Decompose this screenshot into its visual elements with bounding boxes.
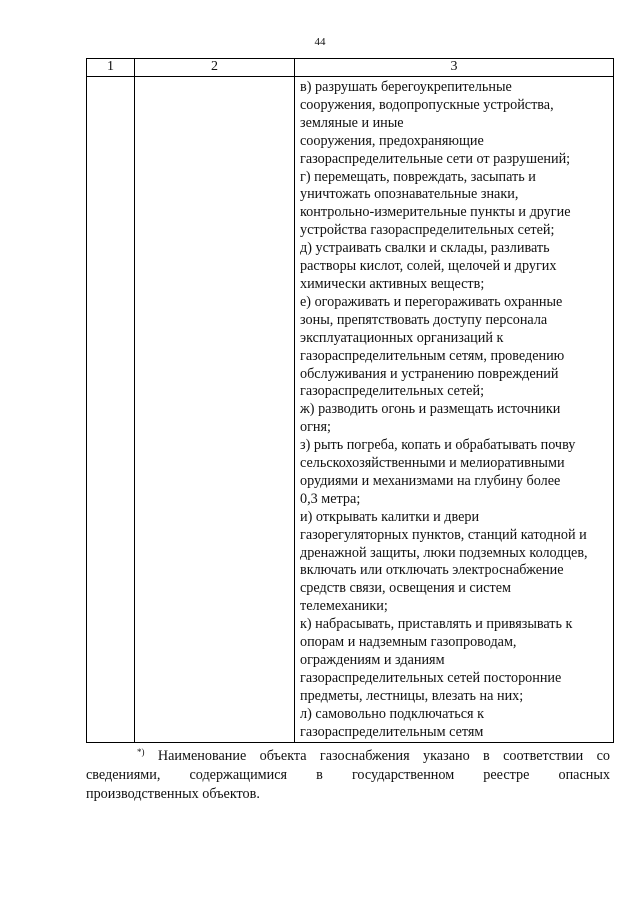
table-cell-col1 (87, 77, 135, 743)
list-item: газораспределительным сетям, проведению (300, 347, 565, 364)
list-item: телемеханики; (300, 598, 388, 615)
list-item: уничтожать опознавательные знаки, (300, 186, 519, 203)
list-item: сельскохозяйственными и мелиоративными (300, 455, 565, 472)
footnote-line (86, 743, 610, 766)
footnote-line: производственных объектов. (86, 786, 260, 802)
list-item: сооружения, водопропускные устройства, (300, 96, 554, 113)
footnote-line: сведениями, содержащимися в государственном реестре опасных (86, 767, 610, 783)
table-cell-col3 (295, 77, 614, 743)
footnote (86, 743, 610, 804)
list-item: и) открывать калитки и двери (300, 508, 480, 525)
list-item: огня; (300, 419, 331, 436)
list-item: д) устраивать свалки и склады, разливать (300, 240, 550, 257)
list-item: л) самовольно подключаться к (300, 705, 485, 722)
list-item: предметы, лестницы, влезать на них; (300, 687, 524, 704)
list-item: е) огораживать и перегораживать охранные (300, 293, 563, 310)
list-item: з) рыть погреба, копать и обрабатывать почву (300, 437, 576, 454)
list-item: газораспределительным сетям (300, 723, 484, 740)
column-header-2: 2 (135, 59, 295, 77)
list-item: растворы кислот, солей, щелочей и других (300, 258, 557, 275)
list-item: эксплуатационных организаций к (300, 329, 504, 346)
regulation-table (86, 58, 614, 743)
list-item: ж) разводить огонь и размещать источники (300, 401, 561, 418)
list-item: химически активных веществ; (300, 275, 485, 292)
list-item: сооружения, предохраняющие (300, 132, 484, 149)
column-header-1: 1 (87, 59, 135, 77)
list-item: 0,3 метра; (300, 490, 361, 507)
list-item: опорам и надземным газопроводам, (300, 634, 517, 651)
table-header-row (87, 59, 614, 77)
list-item: земляные и иные (300, 114, 404, 131)
page-number: 44 (314, 36, 326, 48)
list-item: газораспределительные сети от разрушений; (300, 150, 571, 167)
list-item: в) разрушать берегоукрепительные (300, 79, 512, 95)
list-item: зоны, препятствовать доступу персонала (300, 311, 548, 328)
list-item: контрольно-измерительные пункты и другие (300, 204, 571, 221)
footnote-mark: *) (137, 747, 145, 757)
column-header-3: 3 (295, 59, 614, 77)
restrictions-list (295, 77, 613, 742)
list-item: устройства газораспределительных сетей; (300, 222, 555, 239)
list-item: обслуживания и устранению повреждений (300, 365, 559, 382)
list-item: к) набрасывать, приставлять и привязывать к (300, 616, 573, 633)
list-item: включать или отключать электроснабжение (300, 562, 564, 579)
list-item: дренажной защиты, люки подземных колодцев, (300, 544, 588, 561)
list-item: орудиями и механизмами на глубину более (300, 472, 561, 489)
list-item: газораспределительных сетей; (300, 383, 485, 400)
list-item: г) перемещать, повреждать, засыпать и (300, 168, 536, 185)
table-cell-col2 (135, 77, 295, 743)
list-item: ограждениям и зданиям (300, 652, 445, 668)
list-item: средств связи, освещения и систем (300, 580, 512, 597)
list-item: газорегуляторных пунктов, станций катодной и (300, 526, 587, 543)
footnote-text: Наименование объекта газоснабжения указано в соответствии со (157, 748, 611, 764)
table-row (87, 77, 614, 743)
list-item: газораспределительных сетей посторонние (300, 669, 562, 686)
